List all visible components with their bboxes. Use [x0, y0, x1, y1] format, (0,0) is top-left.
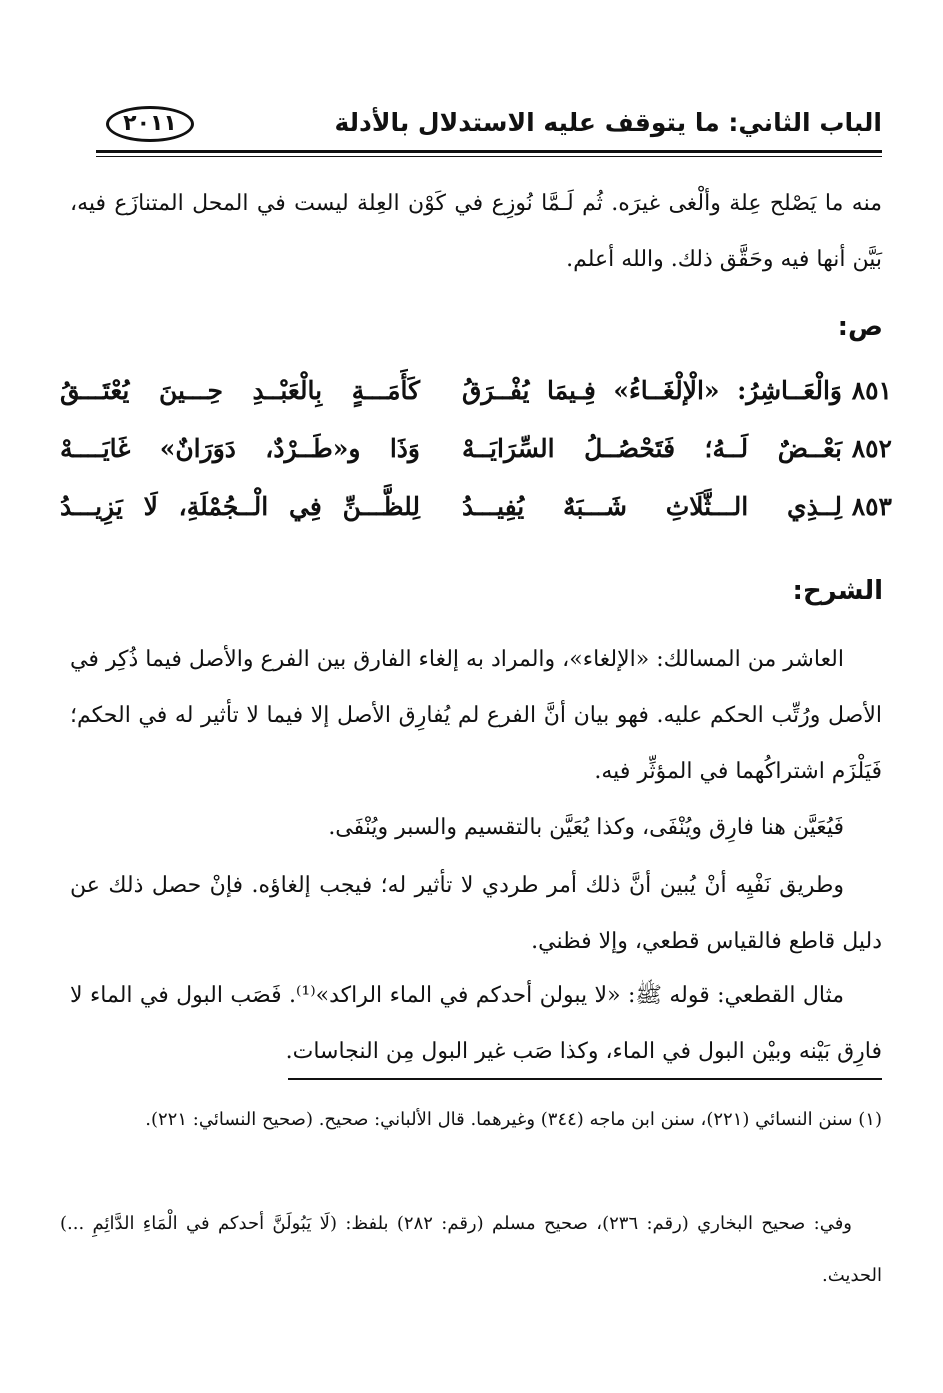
verse-first-hemistich: لِــذِي الـــثَّلَاثِ شَـــبَهٌ يُفِيـــدُ [462, 492, 842, 521]
running-header [96, 100, 882, 150]
sharh-label: الشرح: [792, 576, 883, 606]
intro-paragraph: منه ما يَصْلح عِلة وألْغى غيرَه. ثُم لَـمَّا نُوزِع في كَوْن العِلة ليست في المحل المتنازَع فيه، بَيَّن أنها فيه وحَقَّق ذلك. والله أعلم. [70, 191, 882, 272]
verse-number: ٨٥١ [851, 376, 892, 405]
verse-first-hemistich: بَعْــضٌ لَــهُ؛ فَتَحْصُــلُ السِّرَايَــهْ [462, 434, 842, 463]
verse-number: ٨٥٢ [851, 434, 892, 463]
page-number: ٢٠١١ [106, 106, 194, 142]
footnote: (١) سنن النسائي (٢٢١)، سنن ابن ماجه (٣٤٤) وغيرهما. قال الألباني: صحيح. (صحيح النسائي: ٢٢١). [145, 1109, 882, 1130]
verse-second-hemistich: لِلظَّـــنِّ فِي الْــجُمْلَةِ، لَا يَزِيـــدُ [60, 492, 420, 521]
body-paragraph: مثال القطعي: قوله ﷺ: «لا يبولن أحدكم في الماء الراكد»⁽¹⁾. فَصَب البول في الماء لا فارِق بَيْنه وبيْن البول في الماء، وكذا صَب غير البول مِن النجاسات. [70, 983, 882, 1064]
verse-row [60, 430, 892, 480]
body-paragraph: العاشر من المسالك: «الإلغاء»، والمراد به إلغاء الفارق بين الفرع والأصل فيما ذُكِر في الأصل ورُتِّب الحكم عليه. فهو بيان أنَّ الفرع لم يُفارِق الأصل إلا فيما لا تأثير له في الحكم؛ فَيَلْزَم اشتراكُهما في المؤثِّر فيه. [70, 647, 882, 784]
verse-row [60, 372, 892, 422]
body-paragraph: فَيُعَيَّن هنا فارِق ويُنْفَى، وكذا يُعَيَّن بالتقسيم والسبر ويُنْفَى. [328, 815, 844, 840]
body-paragraph: وطريق نَفْيِه أنْ يُبين أنَّ ذلك أمر طردي لا تأثير له؛ فيجب إلغاؤه. فإنْ حصل ذلك عن دليل قاطع فالقياس قطعي، وإلا فظني. [70, 873, 882, 954]
verse-number: ٨٥٣ [851, 492, 892, 521]
verse-row [60, 488, 892, 538]
footnote-separator [288, 1078, 882, 1080]
verse-second-hemistich: وَذَا و«طَــرْدٌ، دَوَرَانٌ» غَايَــــهْ [60, 434, 420, 463]
verse-second-hemistich: كَأَمَـــةٍ بِالْعَبْــدِ حِـــينَ يُعْتَـــقُ [60, 376, 420, 405]
header-rule-thick [96, 150, 882, 153]
header-rule-thin [96, 156, 882, 157]
chapter-title: الباب الثاني: ما يتوقف عليه الاستدلال بالأدلة [334, 108, 882, 137]
footnote: وفي: صحيح البخاري (رقم: ٢٣٦)، صحيح مسلم (رقم: ٢٨٢) بلفظ: (لَا يَبُولَنَّ أحدكم في الْمَاءِ الدَّائِمِ ...) الحديث. [60, 1213, 882, 1286]
matn-label: ص: [837, 312, 883, 342]
verse-first-hemistich: وَالْعَــاشِرُ: «الْإلْغَــاءُ» فِـيمَا يُفْــرَقُ [462, 376, 842, 405]
